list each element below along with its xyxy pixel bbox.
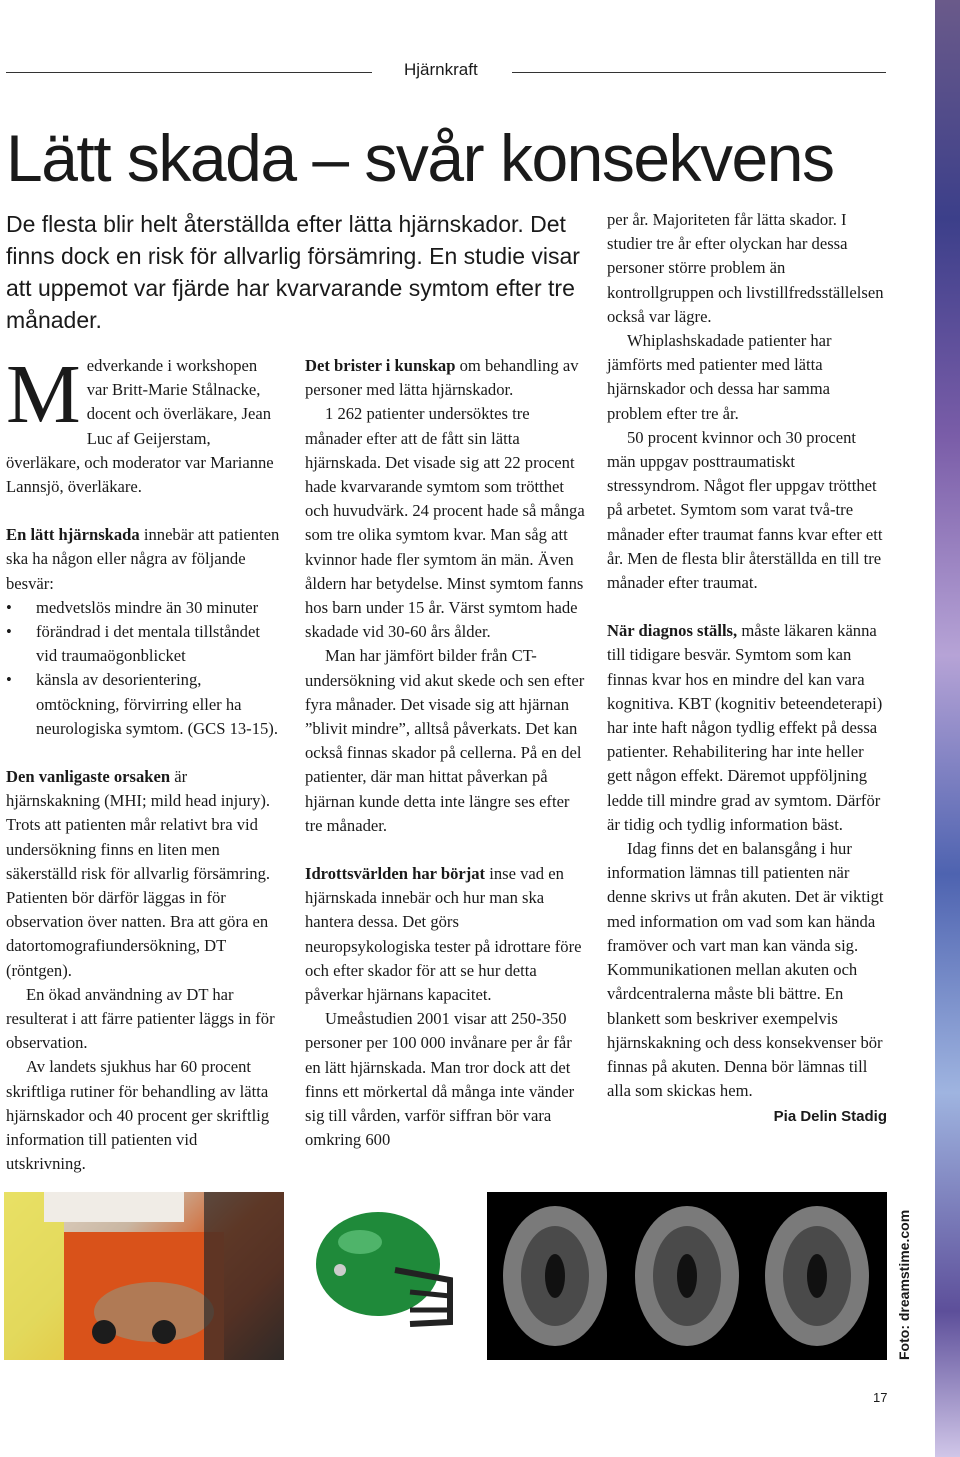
column-3	[607, 208, 887, 1130]
lead-in: Den vanligaste orsaken	[6, 767, 171, 787]
header-rule-right	[512, 72, 886, 73]
list-item: • känsla av desorientering, omtöckning, förvirring eller ha neurologiska symtom. (GCS 13-15).	[6, 668, 280, 741]
brain-scan-illustration	[487, 1192, 887, 1360]
paragraph: Den vanligaste orsaken är hjärnskakning (MHI; mild head injury). Trots att patienten mår relativt bra vid undersökning finns en liten men säkerställd risk för allvarlig försämring. Patienten bör därför läggas in för observation över natten. Bra att göra en datortomografiundersökning, DT (röntgen).	[6, 767, 271, 980]
list-item: • förändrad i det mentala tillståndet vid traumaögonblicket	[6, 620, 280, 668]
ingress: De flesta blir helt återställda efter lätta hjärnskador. Det finns dock en risk för allvarlig försämring. En studie visar att uppemot var fjärde har kvarvarande symtom efter tre månader.	[6, 211, 580, 333]
paragraph: Idrottsvärlden har börjat inse vad en hjärnskada innebär och hur man ska hantera dessa. Det görs neuropsykologiska tester på idrottare före och efter skador för att se hur detta påverkar hjärnans kapacitet.	[305, 864, 582, 1005]
paragraph: En lätt hjärnskada innebär att patienten ska ha någon eller några av följande besvär:	[6, 525, 280, 593]
photo-credit: Foto: dreamstime.com	[896, 1209, 912, 1360]
paragraph: 1 262 patienter undersöktes tre månader efter att de fått sin lätta hjärnskada. Det visade sig att 22 procent hade kvarvarande symtom som trötthet och huvudvärk. 24 procent hade så många som tre olika symtom kvar. Man såg att kvinnor hade fler symtom än män. Även åldern har betydelse. Minst symtom fanns hos barn under 15 år. Värst symtom hade skadade vid 30-60 års ålder.	[305, 404, 585, 642]
page-number: 17	[873, 1390, 888, 1405]
page-edge-decoration	[935, 0, 960, 1457]
paragraph: per år. Majoriteten får lätta skador. I studier tre år efter olyckan har dessa personer större problem än kontrollgruppen och livstillfredsställelsen också var lägre.	[607, 210, 884, 326]
helmet-illustration	[300, 1192, 470, 1360]
drop-cap: M	[6, 348, 81, 441]
byline: Pia Delin Stadig	[773, 1108, 887, 1126]
paragraph: Man har jämfört bilder från CT-undersökning vid akut skede och sen efter fyra månader. Det visade sig att hjärnan ”blivit mindre”, alltså påverkats. Det kan också finnas skador på cellerna. På en del patienter, där man hittat påverkan på hjärnan kunde detta inte längre ses efter tre månader.	[305, 646, 585, 835]
paragraph: Umeåstudien 2001 visar att 250-350 personer per 100 000 invånare per år får en lätt hjärnskada. Man tror dock att det finns ett mörkertal då många inte vänder sig till vården, varför siffran bör vara omkring 600	[305, 1009, 575, 1150]
paragraph: Det brister i kunskap om behandling av personer med lätta hjärnskador.	[305, 356, 579, 400]
photo-rescue-scene	[4, 1192, 284, 1360]
headline: Lätt skada – svår konsekvens	[6, 121, 834, 195]
photo-football-helmet	[300, 1192, 470, 1360]
paragraph: En ökad användning av DT har resulterat i att färre patienter läggs in för observation.	[6, 984, 275, 1053]
paragraph: 50 procent kvinnor och 30 procent män uppgav posttraumatiskt stressyndrom. Något fler uppgav trötthet på arbetet. Symtom som varat två-tre månader efter traumat fanns kvar efter ett år. Men de flesta blir återställda en till tre månader efter traumat.	[607, 427, 883, 593]
paragraph: Idag finns det en balansgång i hur information lämnas till patienten när denne skrivs ut från akuten. Det är viktigt med information om vad som kan hända framöver och vart man kan vända sig. Kommunikationen mellan akuten och vårdcentralerna måste bli bättre. En blankett som beskriver exempelvis hjärnskakning och dess konsekvenser bör finnas på akuten. Denna bör lämnas till alla som skickas hem.	[607, 839, 884, 1101]
paragraph: När diagnos ställs, måste läkaren känna till tidigare besvär. Symtom som kan finnas kvar hos en mindre del kan vara kognitiva. KBT (kognitiv beteendeterapi) har inte haft någon tydlig effekt på dessa patienter. Rehabilitering har inte heller gett någon effekt. Däremot uppföljning ledde till mindre grad av symtom. Därför är tidig och tydlig information bäst.	[607, 621, 883, 834]
intro-paragraph	[6, 348, 280, 499]
section-label: Hjärnkraft	[404, 60, 478, 79]
list-item: • medvetslös mindre än 30 minuter	[6, 596, 280, 620]
rescue-illustration	[4, 1192, 284, 1360]
lead-in: Det brister i kunskap	[305, 356, 456, 375]
column-1	[6, 348, 280, 1177]
intro-text: edverkande i workshopen var Britt-Marie Stålnacke, docent och överläkare, Jean Luc af Geijerstam, överläkare, och moderator var Marianne Lannsjö, överläkare.	[6, 356, 274, 497]
column-2	[305, 354, 587, 1153]
photo-brain-scans	[487, 1192, 887, 1360]
lead-in: En lätt hjärnskada	[6, 525, 140, 545]
lead-in: När diagnos ställs,	[607, 621, 738, 641]
header-rule-left	[6, 72, 372, 73]
lead-in: Idrottsvärlden har börjat	[305, 864, 486, 884]
paragraph: Whiplashskadade patienter har jämförts med patienter med lätta hjärnskador och dessa har samma problem efter tre år.	[607, 331, 832, 423]
symptom-list	[6, 596, 280, 741]
paragraph: Av landets sjukhus har 60 procent skriftliga rutiner för behandling av lätta hjärnskador och 40 procent ger skriftlig information till patienten vid utskrivning.	[6, 1057, 270, 1174]
